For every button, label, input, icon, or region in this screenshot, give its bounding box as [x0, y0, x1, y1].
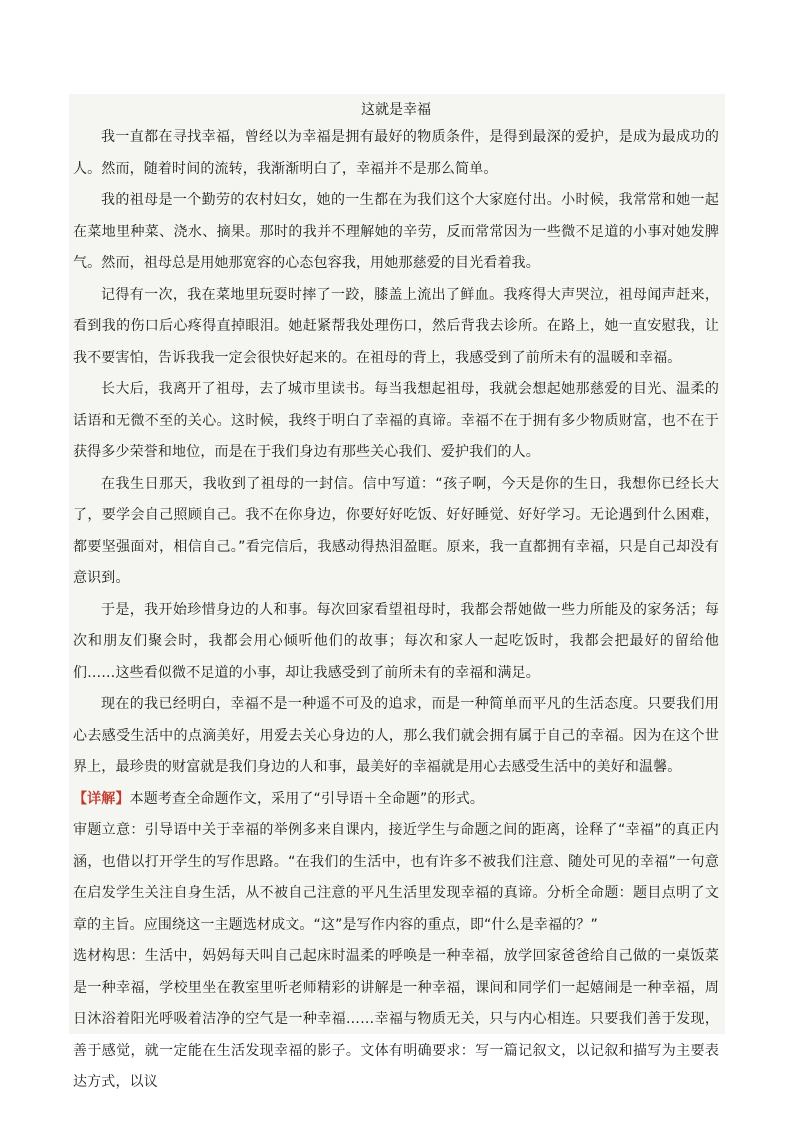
- essay-paragraph-4: 长大后，我离开了祖母，去了城市里读书。每当我想起祖母，我就会想起她那慈爱的目光、温柔的话语和无微不至的关心。这时候，我终于明白了幸福的真谛。幸福不在于拥有多少物质财富，也不在于获得多少荣誉和地位，而是在于我们身边有那些关心我们、爱护我们的人。: [73, 381, 719, 460]
- essay-paragraph-6: 于是，我开始珍惜身边的人和事。每次回家看望祖母时，我都会帮她做一些力所能及的家务活；每次和朋友们聚会时，我都会用心倾听他们的故事；每次和家人一起吃饭时，我都会把最好的留给他们……这些看似微不足道的小事，却让我感受到了前所未有的幸福和满足。: [73, 601, 719, 681]
- detail-tag: 【详解】: [73, 790, 130, 807]
- material-paragraph: 选材构思：生活中，妈妈每天叫自己起床时温柔的呼唤是一种幸福，放学回家爸爸给自己做的一桌饭菜是一种幸福，学校里坐在教室里听老师精彩的讲解是一种幸福，课间和同学们一起嬉闹是一种幸福，周日沐浴着阳光呼吸着洁净的空气是一种幸福……幸福与物质无关，只与内心相连。只要我们善于发现，善于感觉，就一定能在生活发现幸福的影子。文体有明确要求：写一篇记叙文，以记叙和描写为主要表达方式，以议: [73, 948, 719, 1090]
- essay-paragraph-3: 记得有一次，我在菜地里玩耍时摔了一跤，膝盖上流出了鲜血。我疼得大声哭泣，祖母闻声赶来，看到我的伤口后心疼得直掉眼泪。她赶紧帮我处理伤口，然后背我去诊所。在路上，她一直安慰我，让我不要害怕，告诉我我一定会很快好起来的。在祖母的背上，我感受到了前所未有的温暖和幸福。: [73, 286, 719, 366]
- essay-paragraph-7: 现在的我已经明白，幸福不是一种遥不可及的追求，而是一种简单而平凡的生活态度。只要我们用心去感受生活中的点滴美好，用爱去关心身边的人，那么我们就会拥有属于自己的幸福。因为在这个世界上，最珍贵的财富就是我们身边的人和事，最美好的幸福就是用心去感受生活中的美好和温馨。: [73, 696, 719, 775]
- document-body: [69, 94, 725, 1090]
- essay-title: 这就是幸福: [361, 102, 431, 118]
- analysis-paragraph: 审题立意：引导语中关于幸福的举例多来自课内，接近学生与命题之间的距离，诠释了“幸福”的真正内涵，也借以打开学生的写作思路。“在我们的生活中，也有许多不被我们注意、随处可见的幸福”一句意在启发学生关注自身生活，从不被自己注意的平凡生活里发现幸福的真谛。分析全命题：题目点明了文章的主旨。应围绕这一主题选材成文。“这”是写作内容的重点，即“什么是幸福的？”: [73, 822, 719, 933]
- essay-paragraph-2: 我的祖母是一个勤劳的农村妇女，她的一生都在为我们这个大家庭付出。小时候，我常常和她一起在菜地里种菜、浇水、摘果。那时的我并不理解她的辛劳，反而常常因为一些微不足道的小事对她发脾气。然而，祖母总是用她那宽容的心态包容我，用她那慈爱的目光看着我。: [73, 192, 719, 271]
- essay-paragraph-5: 在我生日那天，我收到了祖母的一封信。信中写道：“孩子啊，今天是你的生日，我想你已经长大了，要学会自己照顾自己。我不在你身边，你要好好吃饭、好好睡觉、好好学习。无论遇到什么困难，都要坚强面对，相信自己。”看完信后，我感动得热泪盈眶。原来，我一直都拥有幸福，只是自己却没有意识到。: [73, 475, 719, 586]
- detail-line: [73, 784, 719, 816]
- detail-text: 本题考查全命题作文，采用了“引导语＋全命题”的形式。: [129, 790, 485, 807]
- essay-paragraph-1: 我一直都在寻找幸福，曾经以为幸福是拥有最好的物质条件，是得到最深的爱护，是成为最成功的人。然而，随着时间的流转，我渐渐明白了，幸福并不是那么简单。: [73, 129, 719, 177]
